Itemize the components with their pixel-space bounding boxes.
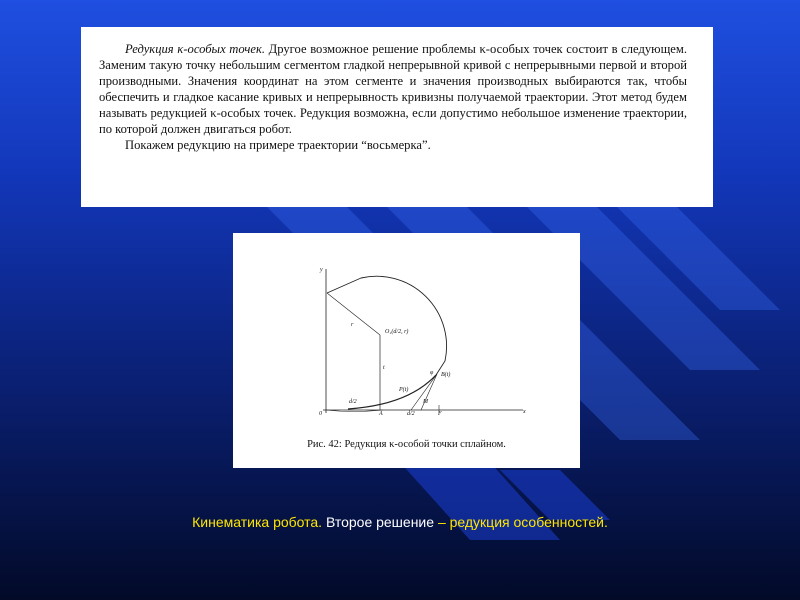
label-x-axis: x <box>523 409 526 415</box>
paragraph-body: Другое возможное решение проблемы κ-особых точек состоит в следующем. Заменим такую точку небольшим сегментом гладкой непрерывной кривой с непрерывными первой и второй производными. Значения координат на этом сегменте и значения производных выбираются так, чтобы обеспечить и гладкое касание кривых и непрерывность кривизны получаемой траектории. Этот метод будем называть редукцией κ-особых точек. Редукция возможна, если допустимо небольшое изменение траектории, по которой должен двигаться робот. <box>99 42 687 136</box>
label-m: M <box>423 399 428 405</box>
label-origin: 0 <box>319 411 322 417</box>
label-center: O₁(d/2, r) <box>385 329 409 335</box>
label-d2-left: d/2 <box>349 399 357 405</box>
slide-caption <box>0 514 800 530</box>
figure-caption: Рис. 42: Редукция κ-особой точки сплайном. <box>307 439 506 450</box>
radius-line <box>327 293 380 335</box>
label-b-t: B(t) <box>441 372 451 378</box>
label-r: r <box>351 322 354 328</box>
label-phi: φ <box>430 370 434 376</box>
arc-curve <box>327 276 447 375</box>
text-panel <box>81 27 713 207</box>
figure-panel <box>233 233 580 468</box>
label-p-t: P(t) <box>399 387 409 393</box>
label-d2-right: d/2 <box>407 411 415 417</box>
label-f: F <box>438 411 442 417</box>
label-a: A <box>379 411 383 417</box>
caption-middle: Второе решение <box>322 514 438 530</box>
caption-highlight: – редукция особенностей. <box>437 514 608 530</box>
figure-diagram <box>233 233 580 438</box>
label-t: t <box>383 365 385 371</box>
caption-topic: Кинематика робота. <box>192 514 323 530</box>
paragraph-reduction <box>99 41 687 137</box>
label-y-axis: y <box>320 267 323 273</box>
paragraph-title: Редукция κ-особых точек. <box>125 42 266 56</box>
paragraph-example: Покажем редукцию на примере траектории “восьмерка”. <box>125 138 431 152</box>
